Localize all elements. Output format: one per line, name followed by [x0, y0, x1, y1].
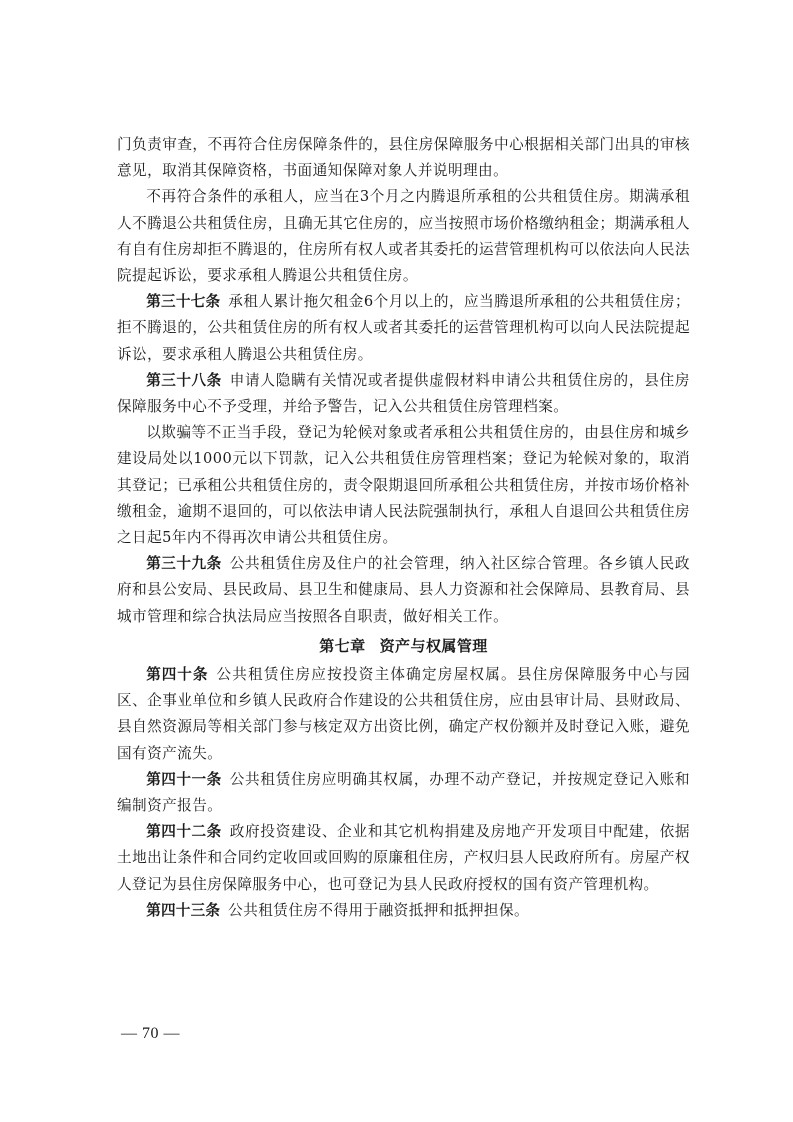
- paragraph: [117, 662, 690, 767]
- paragraphs-before-chapter: [117, 132, 690, 630]
- article-number: 第四十二条: [146, 823, 222, 841]
- page-number: — 70 —: [121, 1025, 180, 1042]
- paragraph-text: 申请人隐瞒有关情况或者提供虚假材料申请公共租赁住房的，县住房保障服务中心不予受理，并给予警告，记入公共租赁住房管理档案。: [117, 371, 690, 416]
- article-number: 第四十条: [146, 666, 209, 684]
- paragraph: [117, 420, 690, 551]
- page-body: [117, 132, 690, 924]
- article-number: 第三十七条: [146, 293, 221, 311]
- paragraphs-after-chapter: [117, 662, 690, 924]
- paragraph: [117, 184, 690, 289]
- article-number: 第三十九条: [146, 555, 222, 573]
- paragraph: [117, 767, 690, 819]
- article-number: 第四十三条: [146, 901, 221, 919]
- paragraph-text: 不再符合条件的承租人，应当在3个月之内腾退所承租的公共租赁住房。期满承租人不腾退公共租赁住房，且确无其它住房的，应当按照市场价格缴纳租金；期满承租人有自有住房却拒不腾退的，住房所有权人或者其委托的运营管理机构可以依法向人民法院提起诉讼，要求承租人腾退公共租赁住房。: [117, 188, 690, 285]
- chapter-title: 资产与权属管理: [379, 636, 488, 655]
- chapter-heading: [117, 630, 690, 662]
- paragraph-text: 门负责审查，不再符合住房保障条件的，县住房保障服务中心根据相关部门出具的审核意见，取消其保障资格，书面通知保障对象人并说明理由。: [117, 136, 690, 180]
- paragraph-text: 公共租赁住房应按投资主体确定房屋权属。县住房保障服务中心与园区、企事业单位和乡镇人民政府合作建设的公共租赁住房，应由县审计局、县财政局、县自然资源局等相关部门参与核定双方出资比例，确定产权份额并及时登记入账，避免国有资产流失。: [117, 666, 690, 762]
- paragraph-text: 公共租赁住房及住户的社会管理，纳入社区综合管理。各乡镇人民政府和县公安局、县民政局、县卫生和健康局、县人力资源和社会保障局、县教育局、县城市管理和综合执法局应当按照各自职责，做好相关工作。: [117, 555, 690, 625]
- article-number: 第四十一条: [146, 770, 222, 788]
- paragraph: [117, 368, 690, 420]
- paragraph: [117, 132, 690, 184]
- paragraph: [117, 551, 690, 630]
- paragraph-text: 公共租赁住房应明确其权属，办理不动产登记，并按规定登记入账和编制资产报告。: [117, 770, 690, 815]
- paragraph-text: 以欺骗等不正当手段，登记为轮候对象或者承租公共租赁住房的，由县住房和城乡建设局处以1000元以下罚款，记入公共租赁住房管理档案；登记为轮候对象的，取消其登记；已承租公共租赁住房的，责令限期退回所承租公共租赁住房，并按市场价格补缴租金，逾期不退回的，可以依法申请人民法院强制执行，承租人自退回公共租赁住房之日起5年内不得再次申请公共租赁住房。: [117, 424, 690, 547]
- paragraph: [117, 898, 690, 924]
- paragraph: [117, 289, 690, 368]
- paragraph-text: 承租人累计拖欠租金6个月以上的，应当腾退所承租的公共租赁住房；拒不腾退的，公共租赁住房的所有权人或者其委托的运营管理机构可以向人民法院提起诉讼，要求承租人腾退公共租赁住房。: [117, 293, 690, 363]
- paragraph-text: 公共租赁住房不得用于融资抵押和抵押担保。: [228, 901, 530, 919]
- article-number: 第三十八条: [146, 371, 222, 389]
- paragraph-text: 政府投资建设、企业和其它机构捐建及房地产开发项目中配建，依据土地出让条件和合同约定收回或回购的原廉租住房，产权归县人民政府所有。房屋产权人登记为县住房保障服务中心，也可登记为县人民政府授权的国有资产管理机构。: [117, 823, 690, 893]
- chapter-number: 第七章: [319, 636, 366, 655]
- paragraph: [117, 819, 690, 898]
